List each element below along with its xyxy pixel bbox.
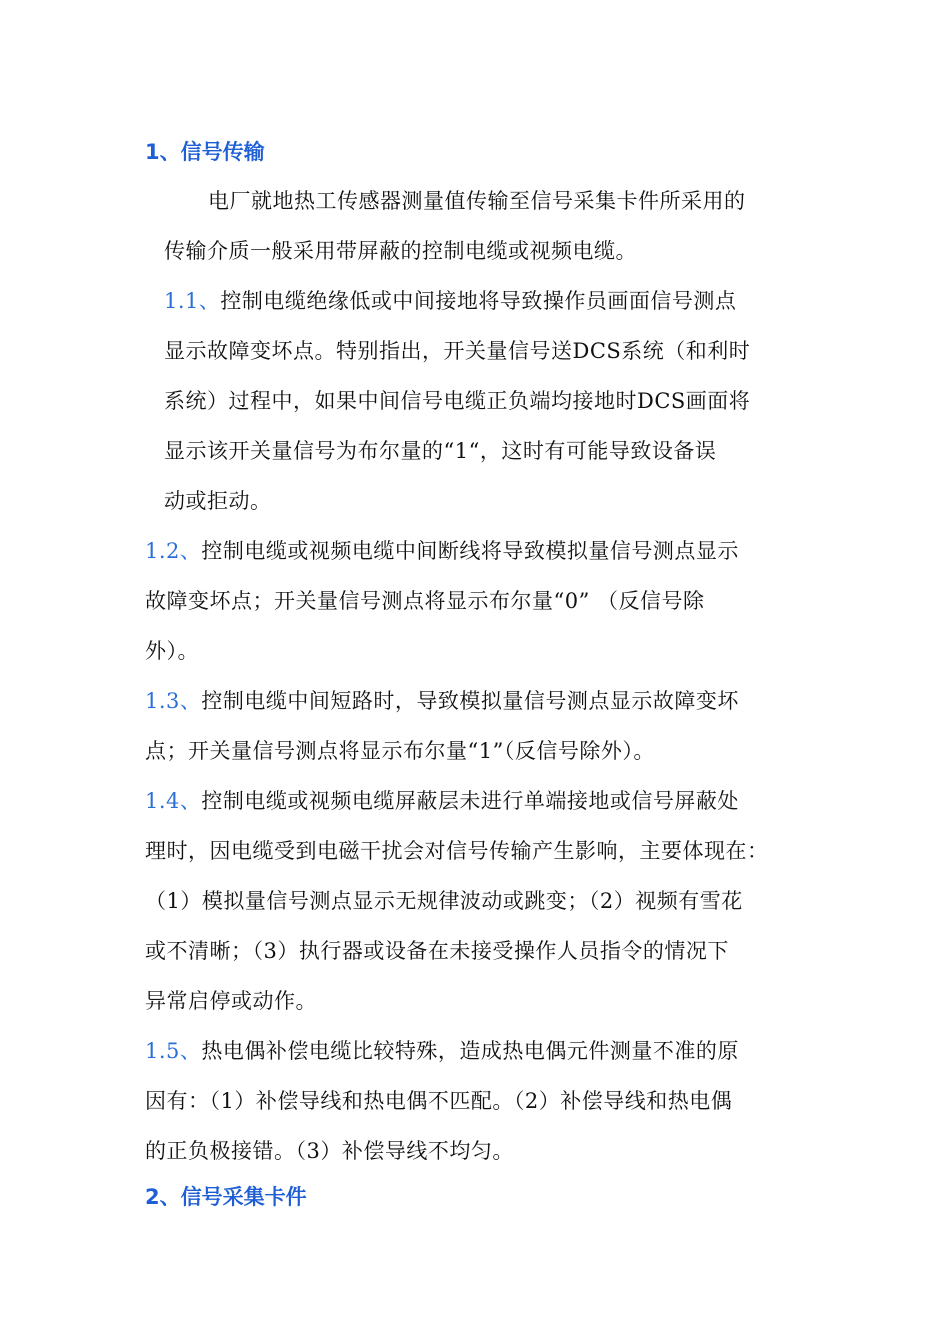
item-1-4-number: 1.4、: [145, 789, 202, 813]
item-1-1-line-4: 显示该开关量信号为布尔量的“1“，这时有可能导致设备误: [164, 439, 717, 463]
intro-line-1: 电厂就地热工传感器测量值传输至信号采集卡件所采用的: [208, 189, 746, 213]
item-1-2-line-3: 外）。: [145, 639, 199, 663]
item-1-1-line-2: 显示故障变坏点。特别指出，开关量信号送DCS系统（和利时: [164, 339, 751, 363]
item-1-4-line-2: 理时，因电缆受到电磁干扰会对信号传输产生影响，主要体现在：: [145, 839, 769, 863]
intro-line-2: 传输介质一般采用带屏蔽的控制电缆或视频电缆。: [164, 239, 637, 263]
section-2-heading: 2、信号采集卡件: [145, 1185, 307, 1209]
item-1-5-number: 1.5、: [145, 1039, 202, 1063]
item-1-3-line-2: 点；开关量信号测点将显示布尔量“1”（反信号除外）。: [145, 739, 655, 763]
item-1-5-line-1: 1.5、热电偶补偿电缆比较特殊，造成热电偶元件测量不准的原: [145, 1039, 739, 1063]
item-1-2-line-2: 故障变坏点；开关量信号测点将显示布尔量“0” （反信号除: [145, 589, 705, 613]
item-1-5-line-2: 因有：（1）补偿导线和热电偶不匹配。（2）补偿导线和热电偶: [145, 1089, 733, 1113]
item-1-4-line-4: 或不清晰；（3）执行器或设备在未接受操作人员指令的情况下: [145, 939, 729, 963]
item-1-4-line-5: 异常启停或动作。: [145, 989, 317, 1013]
item-1-1-line-1: 1.1、控制电缆绝缘低或中间接地将导致操作员画面信号测点: [164, 289, 737, 313]
item-1-1-number: 1.1、: [164, 289, 221, 313]
item-1-2-line-1: 1.2、控制电缆或视频电缆中间断线将导致模拟量信号测点显示: [145, 539, 739, 563]
item-1-4-line-1: 1.4、控制电缆或视频电缆屏蔽层未进行单端接地或信号屏蔽处: [145, 789, 739, 813]
item-1-4-line-3: （1）模拟量信号测点显示无规律波动或跳变；（2）视频有雪花: [145, 889, 743, 913]
item-1-3-number: 1.3、: [145, 689, 202, 713]
item-1-1-line-3: 系统）过程中，如果中间信号电缆正负端均接地时DCS画面将: [164, 389, 751, 413]
section-1-heading: 1、信号传输: [145, 140, 265, 164]
item-1-3-line-1: 1.3、控制电缆中间短路时，导致模拟量信号测点显示故障变坏: [145, 689, 739, 713]
item-1-5-line-3: 的正负极接错。（3）补偿导线不均匀。: [145, 1139, 514, 1163]
item-1-1-line-5: 动或拒动。: [164, 489, 272, 513]
item-1-2-number: 1.2、: [145, 539, 202, 563]
